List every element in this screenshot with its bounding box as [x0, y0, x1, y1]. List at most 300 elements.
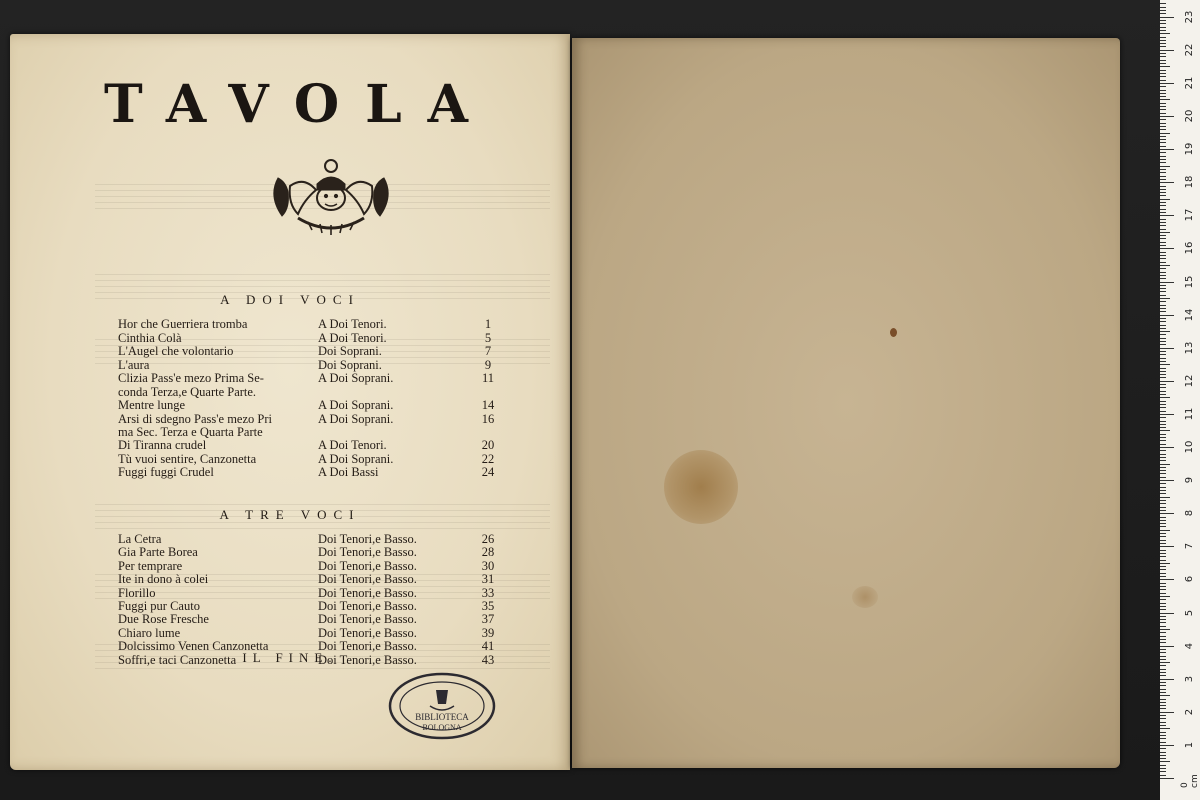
ruler-tick: [1160, 662, 1170, 663]
ruler-tick: [1160, 93, 1166, 94]
ruler-tick: [1160, 291, 1166, 292]
ruler-tick: [1160, 639, 1166, 640]
ruler-number: 10: [1184, 440, 1195, 454]
ruler-number: 6: [1184, 576, 1195, 583]
ruler-tick: [1160, 712, 1174, 713]
ruler-tick: [1160, 599, 1166, 600]
entry-voices: A Doi Tenori.: [318, 330, 387, 345]
ruler-tick: [1160, 328, 1166, 329]
ruler-tick: [1160, 450, 1166, 451]
entry-page-number: 41: [481, 639, 495, 654]
ruler-tick: [1160, 417, 1166, 418]
ruler-tick: [1160, 56, 1166, 57]
toc-entry: [10, 612, 570, 626]
entry-title: Due Rose Fresche: [118, 612, 209, 627]
ruler-tick: [1160, 613, 1174, 614]
ruler-tick: [1160, 752, 1166, 753]
ruler-number: 3: [1184, 675, 1195, 682]
ruler-tick: [1160, 622, 1166, 623]
ruler-tick: [1160, 483, 1166, 484]
ruler-tick: [1160, 86, 1166, 87]
toc-entry: [10, 371, 570, 385]
toc-entry: [10, 412, 570, 426]
entry-title: Florillo: [118, 585, 156, 600]
ruler-tick: [1160, 139, 1166, 140]
ruler-tick: [1160, 248, 1174, 249]
ruler-tick: [1160, 629, 1170, 630]
ruler-tick: [1160, 679, 1174, 680]
ruler-tick: [1160, 96, 1166, 97]
ruler-tick: [1160, 573, 1166, 574]
ruler-tick: [1160, 507, 1166, 508]
ruler-tick: [1160, 166, 1170, 167]
ruler-tick: [1160, 109, 1166, 110]
ruler-tick: [1160, 341, 1166, 342]
ruler-tick: [1160, 50, 1174, 51]
ruler-tick: [1160, 470, 1166, 471]
ink-speck: [890, 328, 897, 337]
ruler-tick: [1160, 106, 1166, 107]
ruler-tick: [1160, 255, 1166, 256]
staff-line: [95, 528, 550, 529]
ruler-tick: [1160, 758, 1166, 759]
ruler-tick: [1160, 189, 1166, 190]
ruler-tick: [1160, 295, 1166, 296]
ruler-tick: [1160, 225, 1166, 226]
ruler-tick: [1160, 699, 1166, 700]
ruler-tick: [1160, 242, 1166, 243]
entry-page-number: 33: [481, 585, 495, 600]
ruler-tick: [1160, 490, 1166, 491]
entry-voices: A Doi Bassi: [318, 465, 379, 480]
ruler-tick: [1160, 593, 1166, 594]
ruler-tick: [1160, 40, 1166, 41]
entry-voices: Doi Tenori,e Basso.: [318, 545, 417, 560]
ornament-icon: [268, 156, 394, 236]
entry-title: Dolcissimo Venen Canzonetta: [118, 639, 269, 654]
ruler-tick: [1160, 669, 1166, 670]
ruler-tick: [1160, 689, 1166, 690]
entry-page-number: 31: [481, 572, 495, 587]
ruler-tick: [1160, 20, 1166, 21]
ruler-tick: [1160, 172, 1166, 173]
ruler-tick: [1160, 169, 1166, 170]
ruler-number: 14: [1184, 308, 1195, 321]
ruler-tick: [1160, 129, 1166, 130]
ruler-tick: [1160, 407, 1166, 408]
ruler-tick: [1160, 301, 1166, 302]
ruler-tick: [1160, 616, 1166, 617]
measurement-ruler: [1160, 0, 1200, 800]
entry-voices: A Doi Soprani.: [318, 371, 394, 386]
ruler-tick: [1160, 358, 1166, 359]
ruler-tick: [1160, 258, 1166, 259]
entry-title: Chiaro lume: [118, 625, 181, 640]
entry-voices: A Doi Tenori.: [318, 317, 387, 331]
svg-text:BIBLIOTECA: BIBLIOTECA: [415, 712, 469, 722]
ruler-tick: [1160, 480, 1174, 481]
toc-entry: [10, 344, 570, 358]
ruler-tick: [1160, 126, 1166, 127]
page-title: TAVOLA: [103, 74, 495, 135]
entry-page-number: 5: [484, 330, 492, 345]
entry-title: Ite in dono à colei: [118, 572, 209, 587]
staff-line: [95, 286, 550, 287]
ruler-tick: [1160, 421, 1166, 422]
ruler-tick: [1160, 377, 1166, 378]
ruler-tick: [1160, 311, 1166, 312]
ruler-tick: [1160, 344, 1166, 345]
ruler-tick: [1160, 497, 1170, 498]
ruler-tick: [1160, 113, 1166, 114]
ruler-tick: [1160, 609, 1166, 610]
ruler-tick: [1160, 738, 1166, 739]
ruler-tick: [1160, 556, 1166, 557]
entry-voices: A Doi Soprani.: [318, 398, 394, 412]
ruler-tick: [1160, 460, 1166, 461]
ruler-number: 18: [1184, 175, 1195, 189]
entry-voices: Doi Tenori,e Basso.: [318, 639, 417, 654]
closing-text: IL FINE.: [242, 650, 338, 665]
printed-page: [10, 34, 570, 770]
ruler-tick: [1160, 285, 1166, 286]
ruler-tick: [1160, 321, 1166, 322]
faint-stain: [852, 586, 878, 608]
ruler-tick: [1160, 60, 1166, 61]
ruler-tick: [1160, 404, 1166, 405]
ruler-number: 4: [1184, 642, 1195, 649]
ruler-number: 15: [1184, 275, 1195, 288]
ruler-tick: [1160, 30, 1166, 31]
ruler-number: 23: [1184, 10, 1195, 24]
entry-voices: Doi Tenori,e Basso.: [318, 572, 417, 587]
ruler-tick: [1160, 361, 1166, 362]
ruler-tick: [1160, 503, 1166, 504]
ruler-tick: [1160, 695, 1170, 696]
ruler-tick: [1160, 235, 1166, 236]
ruler-tick: [1160, 675, 1166, 676]
ruler-tick: [1160, 517, 1166, 518]
entry-page-number: 20: [481, 438, 495, 453]
ruler-tick: [1160, 735, 1166, 736]
ruler-tick: [1160, 513, 1174, 514]
ruler-tick: [1160, 298, 1170, 299]
entry-voices: Doi Tenori,e Basso.: [318, 558, 417, 573]
ruler-number: 16: [1184, 242, 1195, 255]
ruler-tick: [1160, 745, 1174, 746]
entry-voices: Doi Tenori,e Basso.: [318, 599, 417, 613]
entry-title-continuation: ma Sec. Terza e Quarta Parte: [118, 425, 263, 440]
ruler-tick: [1160, 37, 1166, 38]
ruler-tick: [1160, 245, 1166, 246]
entry-voices: A Doi Soprani.: [318, 411, 394, 426]
ruler-tick: [1160, 278, 1166, 279]
ruler-tick: [1160, 232, 1170, 233]
ruler-number: 11: [1184, 407, 1195, 421]
entry-page-number: 11: [481, 371, 495, 386]
ruler-tick: [1160, 536, 1166, 537]
library-stamp: [386, 670, 498, 742]
ruler-tick: [1160, 80, 1166, 81]
ruler-tick: [1160, 338, 1166, 339]
entry-page-number: 22: [481, 451, 495, 466]
ruler-tick: [1160, 23, 1166, 24]
ruler-tick: [1160, 642, 1166, 643]
ruler-tick: [1160, 146, 1166, 147]
ruler-number: 22: [1184, 43, 1195, 57]
ruler-tick: [1160, 17, 1174, 18]
ruler-tick: [1160, 652, 1166, 653]
ruler-tick: [1160, 152, 1166, 153]
ruler-number: 7: [1184, 543, 1195, 550]
ruler-tick: [1160, 252, 1166, 253]
ruler-tick: [1160, 672, 1166, 673]
ruler-tick: [1160, 262, 1166, 263]
entry-page-number: 14: [481, 398, 495, 412]
ruler-tick: [1160, 202, 1166, 203]
ruler-tick: [1160, 636, 1166, 637]
ruler-number: 5: [1184, 609, 1195, 616]
ruler-tick: [1160, 27, 1166, 28]
entry-title: L'Augel che volontario: [118, 344, 234, 359]
water-stain: [664, 450, 738, 524]
entry-page-number: 28: [481, 545, 495, 560]
entry-page-number: 9: [484, 357, 492, 372]
ruler-tick: [1160, 576, 1166, 577]
entry-title: La Cetra: [118, 532, 162, 546]
entry-title: Di Tiranna crudel: [118, 438, 207, 453]
ruler-tick: [1160, 569, 1166, 570]
ruler-tick: [1160, 705, 1166, 706]
ruler-tick: [1160, 103, 1166, 104]
ruler-tick: [1160, 331, 1170, 332]
ruler-tick: [1160, 159, 1166, 160]
ruler-tick: [1160, 288, 1166, 289]
entry-page-number: 39: [481, 625, 495, 640]
ruler-tick: [1160, 381, 1174, 382]
staff-line: [95, 504, 550, 505]
ruler-tick: [1160, 755, 1166, 756]
ruler-tick: [1160, 510, 1166, 511]
ruler-tick: [1160, 199, 1170, 200]
entry-voices: Doi Tenori,e Basso.: [318, 532, 417, 546]
toc-entry: [10, 317, 570, 331]
entry-title: Arsi di sdegno Pass'e mezo Pri: [118, 411, 272, 426]
ruler-tick: [1160, 179, 1166, 180]
ruler-number: 20: [1184, 109, 1195, 123]
ruler-tick: [1160, 454, 1166, 455]
ruler-number: 9: [1184, 476, 1195, 484]
ruler-tick: [1160, 119, 1166, 120]
ruler-number: 21: [1184, 76, 1195, 90]
entry-voices: Doi Tenori,e Basso.: [318, 625, 417, 640]
toc-entry: [10, 532, 570, 546]
toc-entry: [10, 572, 570, 586]
ruler-tick: [1160, 540, 1166, 541]
ruler-tick: [1160, 665, 1166, 666]
ruler-tick: [1160, 394, 1166, 395]
entry-page-number: 37: [481, 612, 495, 627]
ruler-tick: [1160, 603, 1166, 604]
ruler-tick: [1160, 765, 1166, 766]
staff-line: [95, 280, 550, 281]
ruler-tick: [1160, 215, 1174, 216]
ruler-tick: [1160, 771, 1166, 772]
ruler-number: 19: [1184, 142, 1195, 156]
ruler-tick: [1160, 692, 1166, 693]
ruler-tick: [1160, 596, 1170, 597]
entry-page-number: 7: [484, 344, 492, 359]
ruler-tick: [1160, 473, 1166, 474]
ruler-tick: [1160, 182, 1174, 183]
ruler-tick: [1160, 464, 1170, 465]
ruler-tick: [1160, 222, 1166, 223]
ruler-tick: [1160, 374, 1166, 375]
entry-page-number: 30: [481, 558, 495, 573]
ruler-tick: [1160, 715, 1166, 716]
entry-title: Soffri,e taci Canzonetta: [118, 652, 237, 667]
ruler-tick: [1160, 566, 1166, 567]
ruler-tick: [1160, 526, 1166, 527]
ruler-tick: [1160, 632, 1166, 633]
ruler-tick: [1160, 583, 1166, 584]
ruler-tick: [1160, 520, 1166, 521]
ruler-tick: [1160, 272, 1166, 273]
ruler-tick: [1160, 725, 1166, 726]
ruler-tick: [1160, 682, 1166, 683]
ruler-tick: [1160, 368, 1166, 369]
ruler-tick: [1160, 550, 1166, 551]
ruler-tick: [1160, 53, 1166, 54]
ruler-tick: [1160, 70, 1166, 71]
toc-entry: [10, 398, 570, 412]
ruler-tick: [1160, 318, 1166, 319]
ruler-tick: [1160, 7, 1166, 8]
toc-entry: [10, 559, 570, 573]
section-heading-two-voices: A DOI VOCI: [220, 292, 360, 307]
toc-entry: [10, 586, 570, 600]
toc-entry: [10, 545, 570, 559]
toc-entry: [10, 331, 570, 345]
ruler-tick: [1160, 579, 1174, 580]
ruler-tick: [1160, 63, 1166, 64]
ruler-tick: [1160, 371, 1166, 372]
entry-title: Fuggi fuggi Crudel: [118, 465, 214, 480]
section-heading-three-voices: A TRE VOCI: [219, 507, 361, 522]
ruler-tick: [1160, 533, 1166, 534]
ruler-tick: [1160, 748, 1166, 749]
ruler-tick: [1160, 553, 1166, 554]
ruler-tick: [1160, 387, 1166, 388]
toc-entry: [10, 626, 570, 640]
ruler-tick: [1160, 229, 1166, 230]
ruler-tick: [1160, 10, 1166, 11]
entry-title: Tù vuoi sentire, Canzonetta: [118, 451, 257, 466]
ruler-tick: [1160, 411, 1166, 412]
ruler-tick: [1160, 560, 1166, 561]
ruler-tick: [1160, 142, 1166, 143]
entry-page-number: 1: [484, 317, 492, 331]
ruler-tick: [1160, 530, 1170, 531]
ruler-tick: [1160, 156, 1166, 157]
entry-title-continuation: conda Terza,e Quarte Parte.: [118, 385, 257, 399]
ruler-tick: [1160, 659, 1166, 660]
ruler-number: 12: [1184, 374, 1195, 388]
ruler-tick: [1160, 444, 1166, 445]
ruler-tick: [1160, 563, 1170, 564]
ruler-tick: [1160, 66, 1170, 67]
ruler-tick: [1160, 487, 1166, 488]
svg-text:BOLOGNA: BOLOGNA: [422, 723, 462, 732]
ruler-tick: [1160, 282, 1174, 283]
entry-page-number: 16: [481, 411, 495, 426]
ruler-tick: [1160, 742, 1166, 743]
ruler-tick: [1160, 649, 1166, 650]
ruler-tick: [1160, 397, 1170, 398]
ruler-tick: [1160, 136, 1166, 137]
ruler-tick: [1160, 265, 1170, 266]
ruler-tick: [1160, 424, 1166, 425]
ruler-tick: [1160, 308, 1166, 309]
ruler-tick: [1160, 162, 1166, 163]
ruler-tick: [1160, 477, 1166, 478]
ruler-tick: [1160, 133, 1170, 134]
ruler-tick: [1160, 440, 1166, 441]
ruler-tick: [1160, 467, 1166, 468]
ruler-tick: [1160, 268, 1166, 269]
ruler-tick: [1160, 209, 1166, 210]
ruler-tick: [1160, 457, 1166, 458]
ruler-tick: [1160, 83, 1174, 84]
entry-page-number: 35: [481, 599, 495, 613]
ruler-tick: [1160, 149, 1174, 150]
ruler-tick: [1160, 3, 1166, 4]
toc-entry: [10, 438, 570, 452]
entry-voices: Doi Tenori,e Basso.: [318, 585, 417, 600]
ruler-tick: [1160, 500, 1166, 501]
ruler-tick: [1160, 238, 1166, 239]
entry-title: Clizia Pass'e mezo Prima Se-: [118, 371, 264, 386]
ruler-tick: [1160, 685, 1166, 686]
entry-voices: A Doi Soprani.: [318, 451, 394, 466]
ruler-number: 13: [1184, 341, 1195, 355]
staff-line: [95, 668, 550, 669]
entry-title: Mentre lunge: [118, 398, 185, 412]
ruler-tick: [1160, 33, 1170, 34]
ruler-tick: [1160, 219, 1166, 220]
ruler-tick: [1160, 186, 1166, 187]
entry-title: Cinthia Colà: [118, 330, 182, 345]
ruler-tick: [1160, 123, 1166, 124]
toc-entry: [10, 465, 570, 479]
ruler-tick: [1160, 325, 1166, 326]
entry-page-number: 24: [481, 465, 495, 480]
ruler-tick: [1160, 775, 1166, 776]
ruler-tick: [1160, 192, 1166, 193]
ruler-tick: [1160, 384, 1166, 385]
ruler-tick: [1160, 708, 1166, 709]
toc-entry: [10, 452, 570, 466]
ruler-tick: [1160, 619, 1166, 620]
ruler-tick: [1160, 589, 1166, 590]
ruler-tick: [1160, 447, 1174, 448]
ruler-tick: [1160, 543, 1166, 544]
ruler-tick: [1160, 732, 1166, 733]
ruler-tick: [1160, 90, 1166, 91]
ruler-tick: [1160, 305, 1166, 306]
ruler-tick: [1160, 718, 1166, 719]
entry-page-number: 43: [481, 652, 495, 667]
